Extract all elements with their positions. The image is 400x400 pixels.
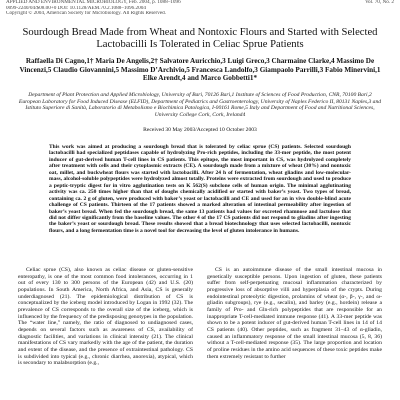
body-paragraph: Celiac sprue (CS), also known as celiac disease or gluten-sensitive enteropathy, is one of the most common food intolerances, occurring in 1 out of every 130 to 300 persons of the European (42) and U.S. (20) populations. In South America, North Africa, and Asia, CS is generally underdiagnosed (21). The epidemiological distribution of CS is conceptualized by the iceberg model introduced by Logan in 1992 (32). The prevalence of CS corresponds to the overall size of the iceberg, which is influenced by the frequency of the predisposing genotypes in the population. The “water line,” namely, the ratio of diagnosed to undiagnosed cases, depends on several factors such as awareness of CS, availability of diagnostic facilities, and variations in clinical intensity (21). The clinical manifestations of CS vary markedly with the age of the patient, the duration and extent of the disease, and the presence of extraintestinal pathology. CS is subdivided into typical (e.g., chronic diarrhea, anorexia), atypical, which is secondary to malabsorption (e.g., xyxy=(18,267,193,367)
running-head xyxy=(6,0,394,17)
volume-issue: Vol. 70, No. 2 xyxy=(364,0,394,5)
issn-doi-line: 0099-2240/04/$08.00+0 DOI: 10.1128/AEM.70.2.1088–1096.2004 xyxy=(6,5,146,11)
body-paragraph: CS is an autoimmune disease of the small intestinal mucosa in genetically susceptible persons. Upon ingestion of gluten, these patients suffer from self-perpetuating mucosal inflammation characterized by progressive loss of absorptive villi and hyperplasia of the crypts. During endointestinal proteolytic digestion, prolamins of wheat (α-, β-, γ-, and ω-gliadin subgroups), rye (e.g., secalin), and barley (e.g., hordein) release a family of Pro- and Gln-rich polypeptides that are responsible for an inappropriate T-cell-mediated immune response (41). A 33-mer peptide was shown to be a potent inducer of gut-derived human T-cell lines in 14 of 14 CS patients (40). Other peptides, such as fragment 31–43 of α-gliadin, caused an inflammatory response of the small intestinal mucosa (5, 8, 36) without a T-cell-mediated response (35). The large proportion and location of proline residues in the amino acid sequences of these toxic peptides make them extremely resistant to further xyxy=(207,267,382,360)
body-column-right xyxy=(207,267,382,400)
journal-citation: APPLIED AND ENVIRONMENTAL MICROBIOLOGY, Feb. 2004, p. 1088–1096 xyxy=(6,0,181,5)
body-column-left xyxy=(18,267,193,400)
article-title: Sourdough Bread Made from Wheat and Nontoxic Flours and Started with Selected Lactobacilli Is Tolerated in Celiac Sprue Patients xyxy=(22,27,378,51)
author-list: Raffaella Di Cagno,1† Maria De Angelis,2† Salvatore Auricchio,3 Luigi Greco,3 Charmaine Clarke,4 Massimo De Vincenzi,5 Claudio Giovannini,5 Massimo D’Archivio,5 Francesca Landolfo,3 Giampaolo Parrilli,3 Fabio Minervini,1 Elke Arendt,4 and Marco Gobbetti1* xyxy=(19,57,381,83)
affiliations: Department of Plant Protection and Applied Microbiology, University of Bari, 70126 Bari,1 Institute of Sciences of Food Production, CNR, 70100 Bari,2 European Laboratory for Food Induced Disease (ELFID), Department of Pediatrics and Gastroenterology, University of Naples Federico II, 80131 Naples,3 and Istituto Superiore di Sanità, Laboratorio di Metabolismo e Biochimica Patologica, I-00161 Rome,5 Italy and Department of Food and Nutritional Sciences, University College Cork, Cork, Ireland4 xyxy=(18,92,382,118)
received-accepted-dates: Received 30 May 2003/Accepted 10 October 2003 xyxy=(143,127,257,133)
abstract: This work was aimed at producing a sourdough bread that is tolerated by celiac sprue (CS) patients. Selected sourdough lactobacilli had specialized peptidases capable of hydrolyzing Pro-rich peptides, including the 33-mer peptide, the most potent inducer of gut-derived human T-cell lines in CS patients. This epitope, the most important in CS, was hydrolyzed completely after treatment with cells and their cytoplasmic extracts (CE). A sourdough made from a mixture of wheat (30%) and nontoxic oat, millet, and buckwheat flours was started with lactobacilli. After 24 h of fermentation, wheat gliadins and low-molecular-mass, alcohol-soluble polypeptides were hydrolyzed almost totally. Proteins were extracted from sourdough and used to produce a peptic-tryptic digest for in vitro agglutination tests on K 562(S) subclone cells of human origin. The minimal agglutinating activity was ca. 250 times higher than that of doughs chemically acidified or started with baker’s yeast. Two types of bread, containing ca. 2 g of gluten, were produced with baker’s yeast or lactobacilli and CE and used for an in vivo double-blind acute challenge of CS patients. Thirteen of the 17 patients showed a marked alteration of intestinal permeability after ingestion of baker’s yeast bread. When fed the sourdough bread, the same 13 patients had values for excreted rhamnose and lactulose that did not differ significantly from the baseline values. The other 4 of the 17 CS patients did not respond to gliadins after ingesting the baker’s yeast or sourdough bread. These results showed that a bread biotechnology that uses selected lactobacilli, nontoxic flours, and a long fermentation time is a novel tool for decreasing the level of gluten intolerance in humans. xyxy=(49,144,351,234)
copyright-line: Copyright © 2004, American Society for Microbiology. All Rights Reserved. xyxy=(6,11,167,17)
running-head-left xyxy=(6,0,266,17)
